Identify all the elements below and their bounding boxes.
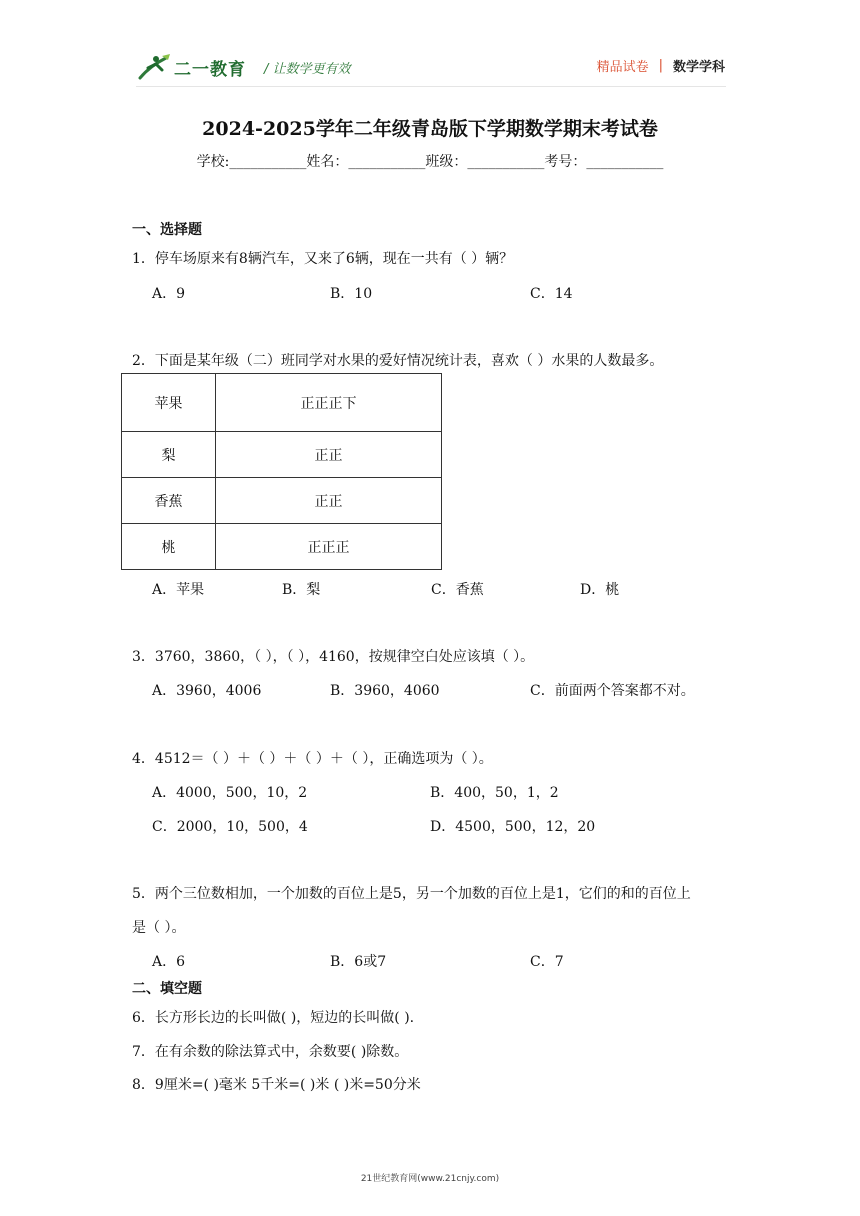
page-title: 2024-2025学年二年级青岛版下学期数学期末考试卷 bbox=[202, 118, 658, 140]
q3-option-b: B．3960，4060 bbox=[330, 683, 440, 699]
question-7: 7．在有余数的除法算式中，余数要( )除数。 bbox=[132, 1044, 409, 1060]
tally-cell: 正正正下 bbox=[216, 374, 442, 432]
tally-cell: 正正 bbox=[216, 478, 442, 524]
q1-option-a: A．9 bbox=[152, 286, 186, 302]
question-5-line-2: 是（ ）。 bbox=[132, 920, 186, 936]
fruit-cell: 香蕉 bbox=[122, 478, 216, 524]
tag-subject: 数学学科 bbox=[672, 60, 725, 75]
tally-cell: 正正 bbox=[216, 432, 442, 478]
page-footer: 21世纪教育网(www.21cnjy.com) bbox=[360, 1174, 500, 1184]
brand-logo bbox=[136, 50, 351, 84]
table-row bbox=[122, 524, 442, 570]
fruit-tally-table bbox=[121, 373, 442, 570]
q1-option-b: B．10 bbox=[330, 286, 373, 302]
runner-logo-icon bbox=[136, 52, 172, 82]
question-4: 4．4512＝（ ）＋（ ）＋（ ）＋（ ），正确选项为（ ）。 bbox=[132, 751, 493, 767]
question-5-line-1: 5．两个三位数相加，一个加数的百位上是5，另一个加数的百位上是1，它们的和的百位上 bbox=[132, 886, 691, 902]
section-fill-heading: 二、填空题 bbox=[132, 981, 202, 997]
question-2: 2．下面是某年级（二）班同学对水果的爱好情况统计表，喜欢（ ）水果的人数最多。 bbox=[132, 353, 664, 369]
q5-option-c: C．7 bbox=[530, 954, 564, 970]
question-6: 6．长方形长边的长叫做( )，短边的长叫做( ). bbox=[132, 1010, 415, 1026]
tally-cell: 正正正 bbox=[216, 524, 442, 570]
q5-option-a: A．6 bbox=[152, 954, 186, 970]
tag-premium: 精品试卷 bbox=[596, 60, 649, 75]
tag-separator: | bbox=[658, 58, 663, 73]
q5-option-b: B．6或7 bbox=[330, 954, 387, 970]
q3-option-c: C．前面两个答案都不对。 bbox=[530, 683, 695, 699]
section-choice-heading: 一、选择题 bbox=[132, 222, 202, 238]
fruit-cell: 桃 bbox=[122, 524, 216, 570]
question-1: 1．停车场原来有8辆汽车，又来了6辆，现在一共有（ ）辆？ bbox=[132, 251, 514, 267]
question-3: 3．3760，3860，（ ），（ ），4160，按规律空白处应该填（ ）。 bbox=[132, 649, 535, 665]
q2-option-a: A．苹果 bbox=[152, 582, 205, 598]
q1-option-c: C．14 bbox=[530, 286, 573, 302]
table-row bbox=[122, 374, 442, 432]
q3-option-a: A．3960，4006 bbox=[152, 683, 262, 699]
q4-option-b: B．400，50，1，2 bbox=[430, 785, 559, 801]
q2-option-c: C．香蕉 bbox=[431, 582, 484, 598]
student-info-line: 学校:___________姓名：___________班级：___________考号：___________ bbox=[196, 154, 664, 170]
fruit-cell: 苹果 bbox=[122, 374, 216, 432]
fruit-cell: 梨 bbox=[122, 432, 216, 478]
table-row bbox=[122, 432, 442, 478]
question-8: 8．9厘米=( )毫米 5千米=( )米 ( )米=50分米 bbox=[132, 1077, 421, 1093]
q4-option-a: A．4000，500，10，2 bbox=[152, 785, 308, 801]
logo-text: 二一教育 bbox=[174, 59, 246, 80]
q4-option-c: C．2000，10，500，4 bbox=[152, 819, 308, 835]
header-divider bbox=[136, 86, 726, 87]
q2-option-d: D．桃 bbox=[580, 582, 620, 598]
slogan: / 让数学更有效 bbox=[264, 61, 351, 77]
q2-option-b: B．梨 bbox=[282, 582, 321, 598]
table-row bbox=[122, 478, 442, 524]
q4-option-d: D．4500，500，12，20 bbox=[430, 819, 596, 835]
header-tags bbox=[597, 56, 725, 75]
